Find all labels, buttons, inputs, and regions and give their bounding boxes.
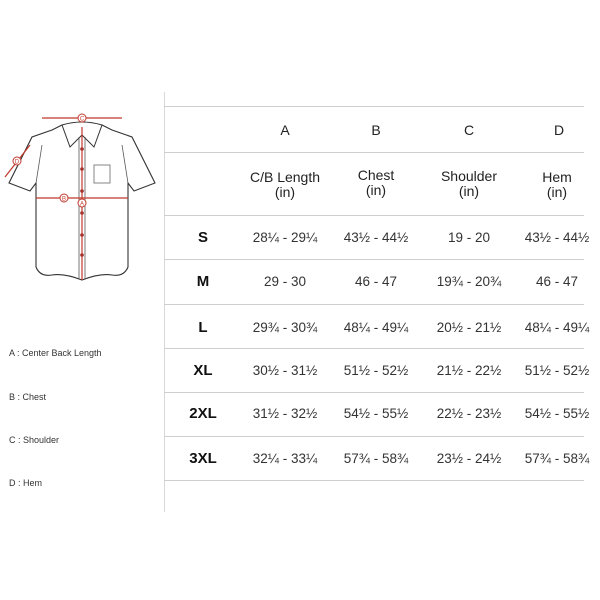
value-hem: 43½ - 44½ <box>524 230 590 245</box>
column-letter-c: C <box>463 122 475 138</box>
value-length: 29 - 30 <box>263 274 307 289</box>
value-shoulder: 21½ - 22½ <box>436 363 502 378</box>
marker-a: A <box>79 201 85 208</box>
measure-unit: (in) <box>274 184 296 200</box>
value-length: 29¾ - 30¾ <box>252 320 318 335</box>
measure-name: Shoulder <box>440 168 498 184</box>
marker-b: B <box>61 196 67 203</box>
measure-name: Chest <box>357 167 395 183</box>
column-header-hem <box>513 170 600 200</box>
value-chest: 54½ - 55½ <box>343 406 409 421</box>
value-chest: 43½ - 44½ <box>343 230 409 245</box>
value-chest: 51½ - 52½ <box>343 363 409 378</box>
column-header-chest <box>330 168 422 198</box>
marker-c: C <box>79 116 85 123</box>
size-label: XL <box>193 362 213 379</box>
value-length: 32¼ - 33¼ <box>252 451 318 466</box>
value-length: 28¼ - 29¼ <box>252 230 318 245</box>
legend-item-d: D : Hem <box>9 478 43 488</box>
value-chest: 57¾ - 58¾ <box>343 451 409 466</box>
divider <box>164 480 584 481</box>
measure-unit: (in) <box>458 183 480 199</box>
column-header-shoulder <box>423 169 515 199</box>
measure-unit: (in) <box>546 184 568 200</box>
divider <box>164 392 584 393</box>
value-chest: 46 - 47 <box>354 274 398 289</box>
size-label: 2XL <box>189 405 217 422</box>
measure-name: Hem <box>542 169 572 185</box>
value-hem: 51½ - 52½ <box>524 363 590 378</box>
value-shoulder: 19 - 20 <box>447 230 491 245</box>
value-hem: 57¾ - 58¾ <box>524 451 590 466</box>
legend-item-c: C : Shoulder <box>9 435 60 445</box>
value-hem: 46 - 47 <box>535 274 579 289</box>
divider <box>164 106 584 107</box>
size-label: L <box>198 319 208 336</box>
legend-item-a: A : Center Back Length <box>9 348 102 358</box>
column-header-length <box>239 170 331 200</box>
value-shoulder: 22½ - 23½ <box>436 406 502 421</box>
column-letter-d: D <box>553 122 565 138</box>
divider <box>164 348 584 349</box>
divider <box>164 152 584 153</box>
marker-d: D <box>14 159 20 166</box>
size-label: M <box>196 273 210 290</box>
column-letter-b: B <box>371 122 381 138</box>
divider <box>164 259 584 260</box>
value-shoulder: 23½ - 24½ <box>436 451 502 466</box>
value-hem: 54½ - 55½ <box>524 406 590 421</box>
value-shoulder: 19¾ - 20¾ <box>436 274 502 289</box>
measure-unit: (in) <box>365 182 387 198</box>
value-chest: 48¼ - 49¼ <box>343 320 409 335</box>
divider <box>164 436 584 437</box>
value-hem: 48¼ - 49¼ <box>524 320 590 335</box>
value-shoulder: 20½ - 21½ <box>436 320 502 335</box>
column-letter-a: A <box>280 122 290 138</box>
size-label: S <box>197 229 208 246</box>
value-length: 30½ - 31½ <box>252 363 318 378</box>
legend-item-b: B : Chest <box>9 392 47 402</box>
value-length: 31½ - 32½ <box>252 406 318 421</box>
measure-name: C/B Length <box>249 169 321 185</box>
divider <box>164 215 584 216</box>
divider <box>164 304 584 305</box>
size-label: 3XL <box>189 450 217 467</box>
shirt-diagram <box>0 105 165 295</box>
vertical-divider <box>164 92 165 512</box>
